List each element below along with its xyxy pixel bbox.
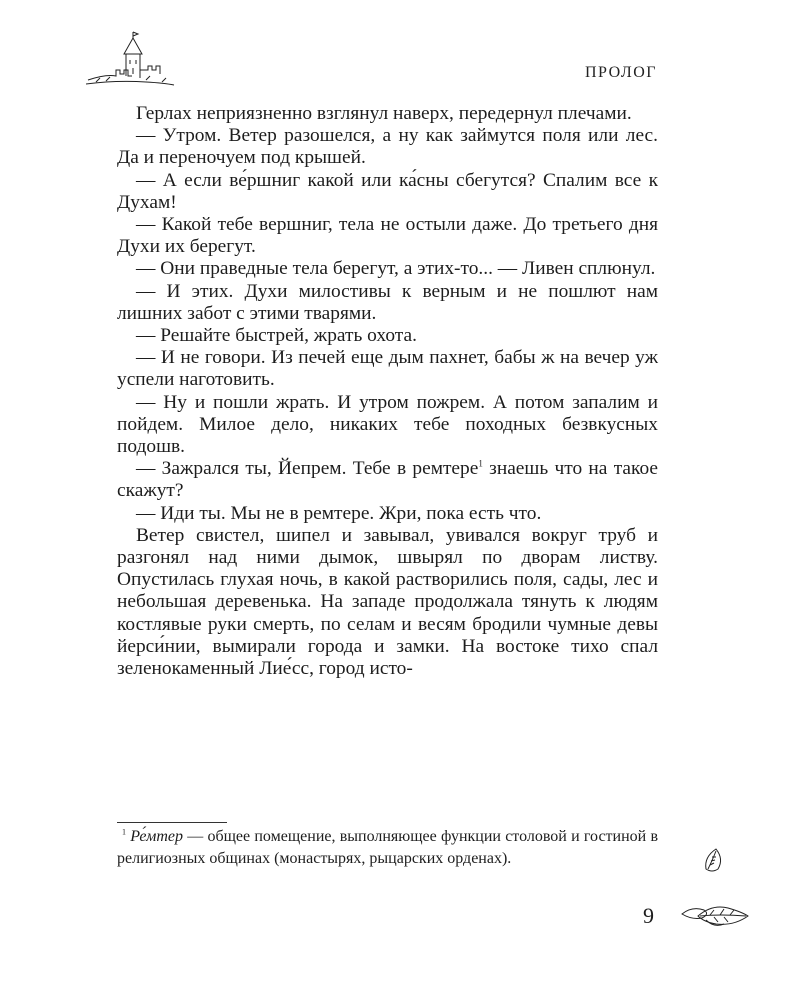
leaves-icon (680, 900, 750, 930)
paragraph-with-footnote (117, 458, 658, 502)
footnote-divider (117, 822, 227, 823)
paragraph: — И не говори. Из печей еще дым пахнет, бабы ж на вечер уж успели наготовить. (117, 347, 658, 391)
paragraph-text: знаешь что на такое скажут? (117, 458, 659, 502)
paragraph: Ветер свистел, шипел и завывал, увивался вокруг труб и разгонял над ними дымок, швырял по дворам листву. Опустилась глухая ночь, в какой растворились поля, сады, лес и небольшая деревенька. На западе продолжала тянуть к людям костлявые руки смерть, по селам и весям бродили чумные девы йерси́нии, вымирали города и замки. На востоке тихо спал зеленокаменный Лие́сс, город исто- (117, 524, 658, 680)
paragraph: — Иди ты. Мы не в ремтере. Жри, пока есть что. (136, 502, 542, 524)
paragraph: — Какой тебе вершниг, тела не остыли даже. До третьего дня Духи их берегут. (117, 214, 658, 258)
footnote-number: 1 (122, 827, 126, 837)
body-text (117, 103, 658, 680)
paragraph: — Решайте быстрей, жрать охота. (136, 325, 417, 347)
paragraph: Герлах неприязненно взглянул наверх, передернул плечами. (136, 103, 632, 124)
page-number: 9 (643, 903, 654, 928)
paragraph: — Ну и пошли жрать. И утром пожрем. А потом запалим и пойдем. Милое дело, никаких тебе походных безвкусных подошв. (117, 391, 658, 458)
paragraph: — И этих. Духи милостивы к верным и не пошлют нам лишних забот с этими тварями. (117, 280, 658, 324)
footnote-marker[interactable]: 1 (478, 458, 483, 469)
paragraph: — Они праведные тела берегут, а этих-то... — Ливен сплюнул. (136, 258, 656, 280)
paragraph-text: — Зажрался ты, Йепрем. Тебе в ремтере (136, 458, 479, 480)
paragraph: — А если ве́ршниг какой или ка́сны сбегутся? Спалим все к Духам! (117, 169, 658, 213)
running-title: ПРОЛОГ (584, 64, 657, 81)
footnote (117, 826, 658, 869)
paragraph: — Утром. Ветер разошелся, а ну как займутся поля или лес. Да и переночуем под крышей. (117, 125, 658, 169)
leaf-icon (700, 845, 730, 875)
footnote-text: — общее помещение, выполняющее функции столовой и гостиной в религиозных общинах (монастырях, рыцарских орденах). (117, 828, 659, 867)
footnote-term: Ре́мтер (130, 828, 183, 845)
castle-illustration (86, 30, 176, 90)
